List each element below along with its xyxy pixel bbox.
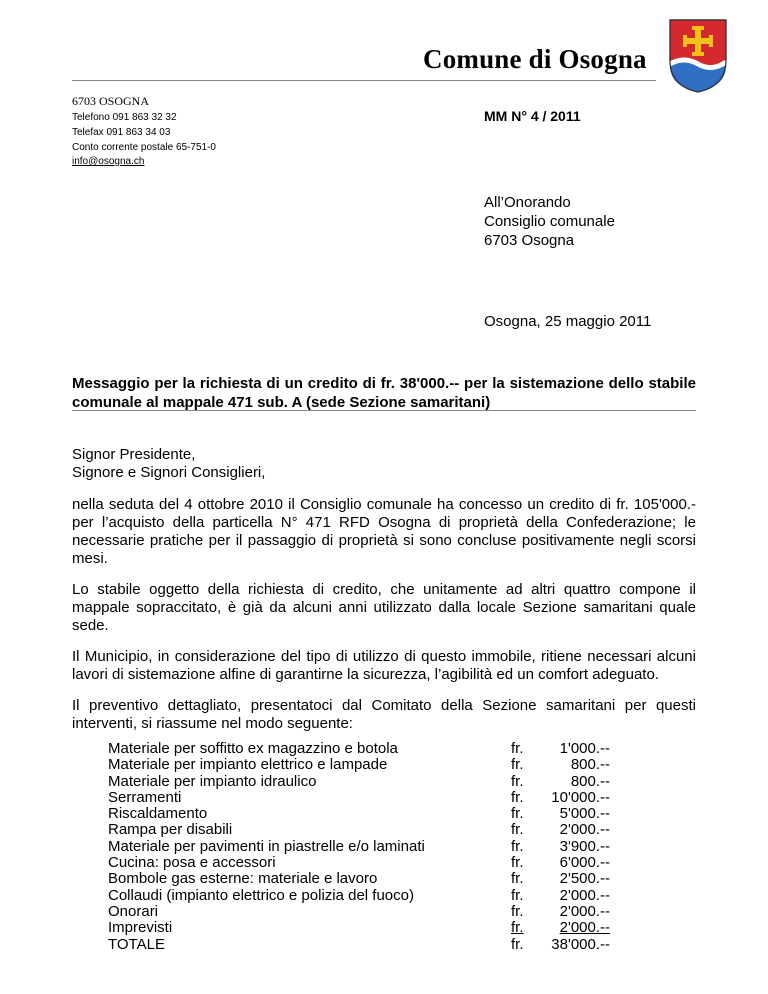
cost-row [108, 855, 608, 871]
cost-amount [511, 871, 610, 887]
salutation [72, 446, 696, 482]
cost-label: Bombole gas esterne: materiale e lavoro [108, 870, 378, 888]
cost-currency: fr. [511, 902, 524, 920]
cost-total-value: 38'000.-- [551, 935, 610, 953]
recipient-address [484, 193, 615, 250]
cost-label: Onorari [108, 902, 159, 920]
cost-breakdown-list [108, 741, 608, 953]
message-reference: MM N° 4 / 2011 [484, 108, 581, 124]
cost-label: Materiale per pavimenti in piastrelle e/o laminati [108, 837, 425, 855]
cost-amount [511, 790, 610, 806]
cost-row [108, 790, 608, 806]
cost-value: 2'000.-- [559, 902, 610, 920]
cost-currency: fr. [511, 772, 524, 790]
cost-value: 6'000.-- [559, 854, 610, 872]
cost-total-label: TOTALE [108, 935, 165, 953]
cost-currency: fr. [511, 837, 524, 855]
page-title: Comune di Osogna [423, 44, 647, 74]
cost-currency: fr. [511, 756, 524, 774]
cost-label: Materiale per soffitto ex magazzino e botola [108, 740, 398, 757]
contact-phone: Telefono 091 863 32 32 [72, 112, 177, 123]
cost-row [108, 822, 608, 838]
cost-label: Materiale per impianto idraulico [108, 772, 317, 790]
cost-currency: fr. [511, 935, 524, 953]
subject-heading: Messaggio per la richiesta di un credito di fr. 38'000.-- per la sistemazione dello stabile comunale al mappale 471 sub. A (sede Sezione samaritani) [72, 375, 696, 411]
cost-amount [511, 920, 610, 936]
cost-amount [511, 822, 610, 838]
cost-row [108, 741, 608, 757]
cost-label: Materiale per impianto elettrico e lampade [108, 756, 388, 774]
cost-value: 2'000.-- [559, 821, 610, 839]
contact-city: 6703 OSOGNA [72, 94, 150, 108]
body-paragraph: Il preventivo dettagliato, presentatoci dal Comitato della Sezione samaritani per questi interventi, si riassume nel modo seguente: [72, 697, 696, 732]
cost-currency: fr. [511, 919, 524, 937]
cost-amount [511, 855, 610, 871]
cost-value: 10'000.-- [551, 788, 610, 806]
cost-label: Serramenti [108, 788, 182, 806]
cost-row [108, 920, 608, 936]
cost-amount [511, 741, 610, 757]
cost-label: Imprevisti [108, 919, 173, 937]
cost-currency: fr. [511, 854, 524, 872]
salutation-line: Signor Presidente, [72, 446, 196, 463]
cost-row [108, 871, 608, 887]
cost-value: 2'000.-- [559, 919, 610, 937]
cost-amount [511, 806, 610, 822]
cost-row [108, 806, 608, 822]
cost-amount [511, 888, 610, 904]
header-divider [72, 80, 656, 81]
cost-value: 800.-- [570, 772, 610, 790]
recipient-line: Consiglio comunale [484, 213, 615, 230]
body-paragraph: Il Municipio, in considerazione del tipo di utilizzo di questo immobile, ritiene necessari alcuni lavori di sistemazione alfine di garantirne la sicurezza, l’agibilità ed un comfort adeguato. [72, 648, 696, 683]
cost-amount [511, 839, 610, 855]
cost-total-row [108, 937, 608, 953]
cost-value: 1'000.-- [559, 740, 610, 757]
body-paragraph: Lo stabile oggetto della richiesta di credito, che unitamente ad altri quattro compone il mappale sopraccitato, è già da alcuni anni utilizzato dalla locale Sezione samaritani quale sede. [72, 581, 696, 634]
salutation-line: Signore e Signori Consiglieri, [72, 464, 266, 481]
cost-total-amount [511, 937, 610, 953]
cost-currency: fr. [511, 788, 524, 806]
cost-currency: fr. [511, 870, 524, 888]
coat-of-arms-icon [666, 16, 730, 94]
recipient-line: All’Onorando [484, 194, 571, 211]
contact-fax: Telefax 091 863 34 03 [72, 127, 171, 138]
cost-value: 800.-- [570, 756, 610, 774]
cost-currency: fr. [511, 740, 524, 757]
date-line: Osogna, 25 maggio 2011 [484, 313, 652, 330]
cost-label: Riscaldamento [108, 805, 208, 823]
cost-currency: fr. [511, 886, 524, 904]
cost-amount [511, 904, 610, 920]
cost-row [108, 757, 608, 773]
cost-row [108, 888, 608, 904]
cost-amount [511, 774, 610, 790]
contact-account: Conto corrente postale 65-751-0 [72, 142, 216, 153]
cost-row [108, 839, 608, 855]
contact-email-link[interactable]: info@osogna.ch [72, 156, 145, 167]
cost-row [108, 774, 608, 790]
cost-currency: fr. [511, 805, 524, 823]
cost-value: 3'900.-- [559, 837, 610, 855]
cost-label: Rampa per disabili [108, 821, 233, 839]
body-paragraph: nella seduta del 4 ottobre 2010 il Consiglio comunale ha concesso un credito di fr. 105'000.- per l’acquisto della particella N° 471 RFD Osogna di proprietà della Confederazione; le necessarie pratiche per il passaggio di proprietà si sono concluse positivamente negli scorsi mesi. [72, 496, 696, 567]
cost-currency: fr. [511, 821, 524, 839]
cost-label: Cucina: posa e accessori [108, 854, 276, 872]
cost-row [108, 904, 608, 920]
recipient-line: 6703 Osogna [484, 232, 575, 249]
subject-divider [72, 410, 696, 411]
cost-value: 2'500.-- [559, 870, 610, 888]
cost-value: 2'000.-- [559, 886, 610, 904]
cost-label: Collaudi (impianto elettrico e polizia del fuoco) [108, 886, 414, 904]
cost-amount [511, 757, 610, 773]
cost-value: 5'000.-- [559, 805, 610, 823]
